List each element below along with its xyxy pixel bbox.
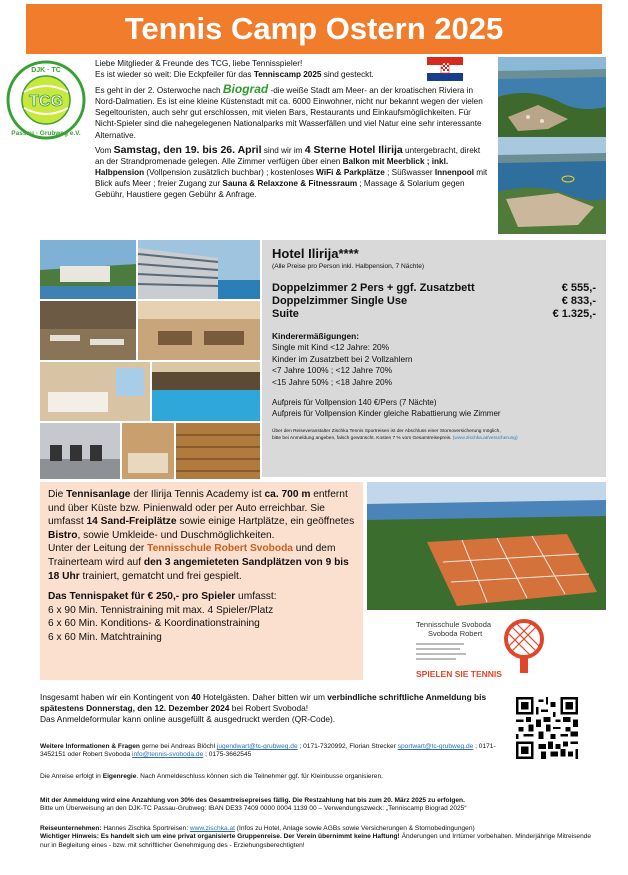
reg-text: Hotelgästen. Daher bitten wir um — [200, 692, 328, 702]
intro-line: Vom — [95, 145, 114, 155]
room-photo — [40, 362, 150, 421]
intro-line: -die weiße Stadt am Meer- an der kroatischen Riviera in Nord-Dalmatien. Es ist eine kleine Küstenstadt mit ca. 6000 Einwohner, nicht nur bekannt wegen der vielen Segeltouristen, auch sehr gut erschlossen, mit vielen Bars, Restaurants und Einkaufsmöglichkeiten. Für Nicht-Spieler sind die nahegelegenen Nationalparks mit Wasserfällen und viel Natur eine sehr interessante Alternative. — [95, 86, 483, 140]
disclaimer-text — [40, 825, 600, 850]
hotel-exterior-photo — [40, 240, 136, 299]
arrival-part: . Nach Anmeldeschluss können sich die Teilnehmer ggf. für Kleinbusse organisieren. — [136, 773, 383, 780]
page-title: Tennis Camp Ostern 2025 — [26, 4, 602, 54]
pool-photo — [152, 362, 260, 421]
fitness-photo — [40, 423, 120, 479]
discount-line: Kinder im Zusatzbett bei 2 Vollzahlern — [272, 353, 413, 364]
payment-text — [40, 797, 600, 814]
reg-text: Das Anmeldeformular kann online ausgefüllt & ausgedruckt werden (QR-Code). — [40, 714, 336, 724]
reg-bold: verbindliche schriftliche Anmeldung bis spätestens Donnerstag, den 12. Dezember 2024 — [40, 692, 487, 713]
svg-text:DJK · TC: DJK · TC — [31, 67, 61, 74]
academy-text: Unter der Leitung der — [48, 543, 148, 555]
academy-bold: ca. 700 m — [264, 489, 311, 500]
contact-text — [40, 743, 510, 760]
school-card-name: Tennisschule Svoboda — [416, 620, 492, 629]
intro-line: sind wir im — [261, 145, 305, 155]
school-card-slogan: SPIELEN SIE TENNIS — [416, 669, 502, 679]
arrival-part: Die Anreise erfolgt in — [40, 773, 103, 780]
contact-bold: Weitere Informationen & Fragen — [40, 743, 140, 750]
reg-text: Insgesamt haben wir ein Kontingent von — [40, 692, 192, 702]
town-name: Biograd — [222, 82, 269, 97]
hotel-subtitle: (Alle Preise pro Person inkl. Halbpension, 7 Nächte) — [272, 263, 425, 270]
insurance-line: bitte bei Anmeldung angeben, falsch gewünscht. Kosten 7 % vom Gesamtreisepreis. — [272, 435, 453, 441]
academy-text: entfernt und über Küste bzw. Pinienwald oder per Auto erreichbar. Sie umfasst — [48, 489, 348, 528]
surcharge-line: Aufpreis für Vollpension 140 €/Pers (7 Nächte) — [272, 398, 437, 407]
coast-aerial-photo — [498, 57, 606, 137]
price-value: € 555,- — [561, 282, 596, 294]
contact-text-part: ; 0175-3662545 — [203, 751, 252, 759]
academy-bold: Bistro — [48, 529, 78, 541]
reg-text: bei Robert Svoboda! — [229, 703, 309, 713]
tennis-courts-photo — [367, 482, 606, 610]
academy-text: Die — [48, 489, 67, 500]
intro-bold: Innenpool — [434, 167, 474, 177]
academy-bold: 14 Sand-Freiplätze — [86, 516, 177, 528]
school-card-person: Svoboda Robert — [428, 629, 483, 638]
discount-line: <7 Jahre 100% ; <12 Jahre 70% — [272, 365, 393, 375]
discount-line: Single mit Kind <12 Jahre: 20% — [272, 342, 390, 352]
package-title: Das Tennispaket für € 250,- pro Spieler — [48, 591, 236, 603]
academy-bold: den 3 angemieteten Sandplätzen von 9 bis 18 Uhr — [48, 556, 349, 582]
intro-text — [95, 58, 490, 204]
package-list — [48, 590, 355, 644]
club-logo — [6, 60, 86, 140]
price-value: € 1.325,- — [552, 308, 596, 320]
zischka-link[interactable]: www.zischka.at — [189, 825, 235, 832]
intro-line: Es geht in der 2. Osterwoche nach — [95, 86, 223, 96]
insurance-line: Über den Reiseveranstalter Zischka Tennis Sportreisen ist der Abschluss einer Stornoversicherung möglich, — [272, 429, 501, 434]
intro-line: ; Süßwasser — [384, 167, 435, 177]
email-link[interactable]: jugendwart@tc-grubweg.de — [216, 743, 298, 750]
package-item: 6 x 60 Min. Konditions- & Koordinationstraining — [48, 618, 260, 630]
intro-bold: Tenniscamp 2025 — [253, 70, 322, 80]
surcharge-line: Aufpreis für Vollpension Kinder gleiche Rabattierung wie Zimmer — [272, 409, 501, 418]
intro-bold: WiFi & Parkplätze — [316, 167, 385, 177]
price-label: Doppelzimmer 2 Pers + ggf. Zusatzbett — [272, 282, 475, 294]
hotel-price-box — [262, 240, 606, 477]
svg-text:TCG: TCG — [29, 93, 63, 110]
hotel-name: 4 Sterne Hotel Ilirija — [304, 143, 403, 156]
academy-text: und dem Trainerteam wird auf — [48, 543, 336, 568]
academy-text: sowie einige Hartplätze, ein geöffnetes — [176, 516, 355, 528]
academy-box — [40, 482, 363, 680]
price-list — [272, 282, 596, 321]
payment-line: Bitte um Überweisung an den DJK-TC Passau-Grubweg: IBAN DE33 7409 0000 0004 1139 00 – Verwendungszweck: „Tenniscamp Biograd 2025“ — [40, 805, 467, 813]
email-link[interactable]: sportwart@tc-grubweg.de — [397, 743, 474, 750]
academy-text: der Ilirija Tennis Academy ist — [130, 489, 265, 500]
price-row — [272, 282, 596, 295]
academy-text: umfasst: — [235, 591, 277, 603]
price-label: Doppelzimmer Single Use — [272, 295, 408, 307]
academy-text: trainiert, gematcht und frei gespielt. — [79, 570, 242, 582]
insurance-link[interactable]: (www.zischka.at/versicherung) — [452, 435, 518, 441]
insurance-note — [272, 429, 596, 442]
spa-photo — [122, 423, 174, 479]
payment-line: Mit der Anmeldung wird eine Anzahlung von 30% des Gesamtreisepreises fällig. Die Restzahlung hat bis zum 20. März 2025 zu erfolgen. — [40, 797, 465, 804]
academy-bold: Tennisanlage — [66, 489, 131, 500]
intro-bold: Balkon mit Meerblick ; inkl. Halbpension — [95, 156, 449, 177]
lobby-photo — [138, 301, 260, 360]
contact-text-part: gerne bei Andreas Blöchl — [139, 743, 217, 750]
contact-text-part: ; 0171-7320992, Florian Strecker — [297, 743, 398, 750]
price-row — [272, 308, 596, 321]
registration-text — [40, 692, 515, 725]
discount-title: Kinderermäßigungen: — [272, 331, 360, 341]
disclaimer-part: (Infos zu Hotel, Anlage sowie AGBs sowie Versicherungen & Stornobedingungen) — [234, 825, 475, 832]
disclaimer-bold: Wichtiger Hinweis: Es handelt sich um eine privat organisierte Gruppenreise. Der Verein übernimmt keine Haftung! — [40, 833, 400, 841]
price-value: € 833,- — [561, 295, 596, 307]
tennis-school-card — [412, 613, 560, 683]
intro-line: (Vollpension zusätzlich buchbar) ; kostenloses — [144, 167, 317, 177]
sauna-photo — [176, 423, 260, 479]
intro-line: sind gesteckt. — [321, 70, 374, 80]
disclaimer-part: Hannes Zischka Sportreisen: — [101, 825, 190, 832]
discount-line: <15 Jahre 50% ; <18 Jahre 20% — [272, 376, 393, 387]
intro-bold: Sauna & Relaxzone & Fitnessraum — [222, 178, 358, 188]
intro-line: Es ist wieder so weit: Die Eckpfeiler für das — [95, 70, 254, 80]
contact-text-part: ; 0171-3452151 oder Robert Svoboda — [40, 743, 496, 759]
hotel-facade-photo — [138, 240, 260, 299]
arrival-bold: Eigenregie — [102, 773, 137, 780]
date-range: Samstag, den 19. bis 26. April — [113, 143, 262, 156]
disclaimer-part: Änderungen und Irrtümer vorbehalten. Minderjährige Mitreisende nur in Begleitung eines - bzw. mit schriftlicher Genehmigung des - Erziehungsberechtigten! — [40, 833, 592, 849]
intro-line: untergebracht, direkt an der Strandpromenade gelegen. Alle Zimmer verfügen über einen — [95, 145, 481, 166]
email-link[interactable]: info@tennis-svoboda.de — [132, 751, 204, 759]
package-item: 6 x 60 Min. Matchtraining — [48, 631, 162, 643]
school-name: Tennisschule Robert Svoboda — [147, 543, 293, 555]
arrival-text — [40, 773, 600, 781]
academy-text: , sowie Umkleide- und Duschmöglichkeiten. — [77, 529, 275, 541]
price-label: Suite — [272, 308, 299, 320]
greeting: Liebe Mitglieder & Freunde des TCG, liebe Tennisspieler! — [95, 59, 303, 68]
package-item: 6 x 90 Min. Tennistraining mit max. 4 Spieler/Platz — [48, 604, 274, 616]
disclaimer-bold: Reiseunternehmen: — [40, 825, 102, 832]
restaurant-photo — [40, 301, 136, 360]
qr-code-icon[interactable] — [516, 697, 578, 759]
intro-line: mit Blick aufs Meer ; freier Zugang zur — [95, 167, 488, 188]
intro-line: ; Massage & Solarium gegen Gebühr, Haustiere gegen Gebühr & Anfrage. — [95, 178, 465, 200]
hotel-title: Hotel Ilirija**** — [272, 246, 359, 261]
town-aerial-photo — [498, 137, 606, 234]
reg-bold: 40 — [191, 692, 201, 702]
svg-text:Passau · Grubweg e.V.: Passau · Grubweg e.V. — [11, 130, 81, 137]
price-row — [272, 295, 596, 308]
